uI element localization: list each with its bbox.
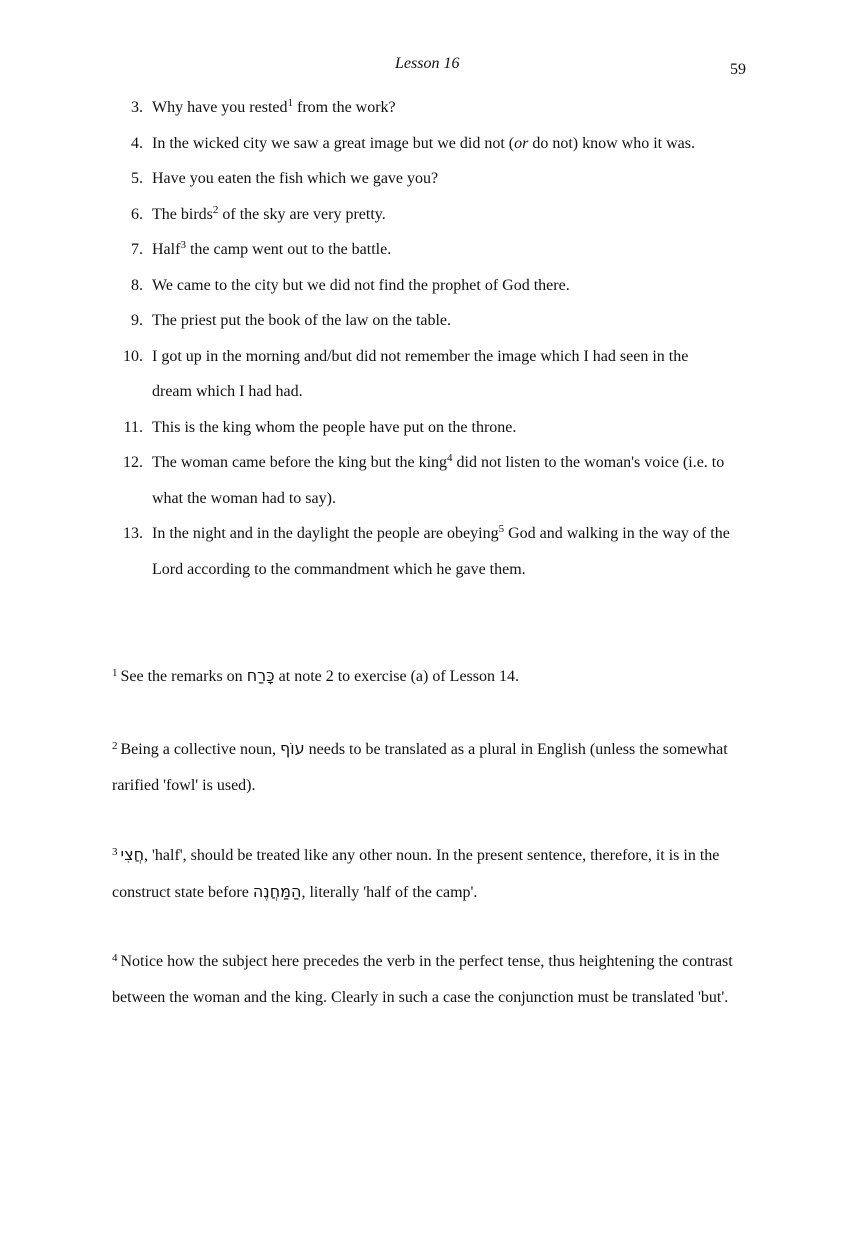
exercise-number: 4. <box>131 134 143 152</box>
exercise-item <box>0 90 861 126</box>
running-head <box>0 55 861 79</box>
footnote-ref: 1 <box>287 97 294 109</box>
footnote-4: $^4$ Notice how the subject here precedes the verb in the perfect tense, thus heightening the contrast between the woman and the king. Clearly in such a case the conjunction must be translated 'but'. <box>112 952 733 1006</box>
exercise-number: 6. <box>131 205 143 223</box>
exercise-item <box>0 445 861 516</box>
footnote-number: 4 <box>112 952 118 964</box>
exercise-text: The birds$^2$ of the sky are very pretty. <box>152 203 386 223</box>
exercise-text: Have you eaten the fish which we gave you? <box>152 170 439 187</box>
footnote-ref: 2 <box>212 203 219 216</box>
exercise-item <box>0 197 861 233</box>
exercise-text: The woman came before the king but the king$^4$ did not listen to the woman's voice (i.e. to what the woman had to say). <box>152 452 725 507</box>
footnote-ref: 3 <box>180 239 186 251</box>
exercise-text: In the night and in the daylight the people are obeying$^5$ God and walking in the way of the Lord according to the commandment which he gave them. <box>152 523 730 578</box>
exercise-number: 8. <box>131 276 143 294</box>
exercise-text: The priest put the book of the law on the table. <box>152 312 452 329</box>
exercise-number: 11. <box>123 418 143 436</box>
exercise-item <box>0 339 861 410</box>
exercise-number: 10. <box>123 347 143 365</box>
exercise-list <box>0 90 861 587</box>
exercise-number: 13. <box>123 525 143 542</box>
footnote-ref: 4 <box>447 452 453 464</box>
hebrew-word: עוֹף <box>280 739 305 758</box>
footnote-number: 2 <box>112 740 118 752</box>
exercise-text: Half$^3$ the camp went out to the battle. <box>152 239 392 258</box>
exercise-item <box>0 410 861 446</box>
exercise-item <box>0 268 861 304</box>
hebrew-word: הַמַּחֲנֶה <box>252 882 302 901</box>
hebrew-word: כָּרַח <box>246 666 275 685</box>
exercise-text: In the wicked city we saw a great image but we did not (or do not) know who it was. <box>152 134 695 152</box>
exercise-number: 9. <box>131 312 143 329</box>
exercise-item <box>0 126 861 162</box>
italic-or: or <box>514 134 529 152</box>
exercise-text: I got up in the morning and/but did not remember the image which I had seen in the dream which I had had. <box>152 347 689 400</box>
hebrew-word: חֲצִי <box>120 845 145 864</box>
footnote-3: $^3$ חֲצִי, 'half', should be treated like any other noun. In the present sentence, therefore, it is in the construct state before הַמַּחֲנֶה, literally 'half of the camp'. <box>112 845 720 901</box>
footnote-1: $^1$ See the remarks on כָּרַח at note 2 to exercise (a) of Lesson 14. <box>112 666 519 685</box>
footnote-number: 1 <box>112 667 118 679</box>
lesson-title: Lesson 16 <box>395 55 460 72</box>
footnote-number: 3 <box>112 846 118 858</box>
exercise-item <box>0 232 861 268</box>
exercise-text: Why have you rested$^1$ from the work? <box>152 97 396 116</box>
exercise-item <box>0 303 861 339</box>
exercise-number: 3. <box>131 99 143 116</box>
exercise-number: 7. <box>131 241 143 258</box>
exercise-item <box>0 161 861 197</box>
footnote-2: $^2$ Being a collective noun, עוֹף needs to be translated as a plural in English (unless the somewhat rarified 'fowl' is used). <box>112 739 728 794</box>
page-number: 59 <box>730 61 746 78</box>
exercise-number: 12. <box>123 454 143 471</box>
footnote-ref: 5 <box>498 523 505 535</box>
exercise-number: 5. <box>131 170 143 187</box>
exercise-text: This is the king whom the people have put on the throne. <box>152 418 517 436</box>
exercise-text: We came to the city but we did not find the prophet of God there. <box>152 276 570 294</box>
exercise-item <box>0 516 861 587</box>
